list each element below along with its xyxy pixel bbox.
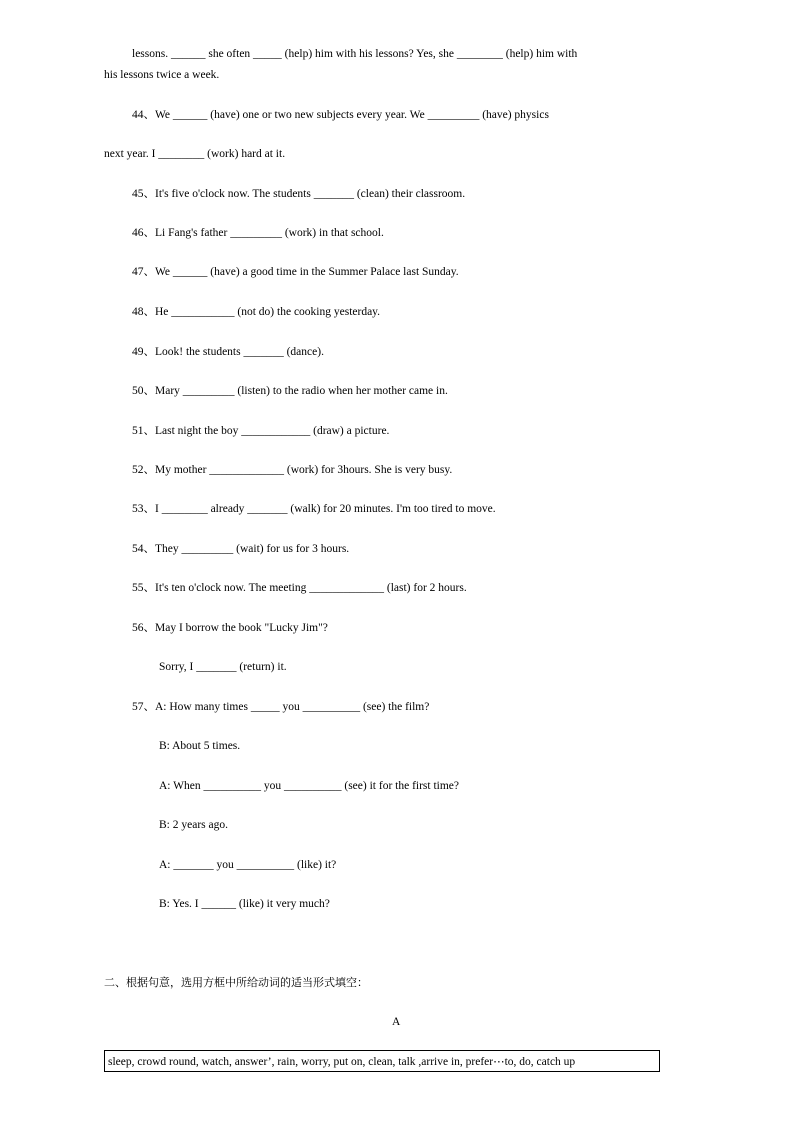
- word-box: [104, 1050, 660, 1072]
- question-51: 51、Last night the boy ____________ (draw) a picture.: [132, 425, 390, 437]
- question-47: 47、We ______ (have) a good time in the Summer Palace last Sunday.: [132, 266, 459, 278]
- question-49: 49、Look! the students _______ (dance).: [132, 346, 324, 358]
- dialogue-line: B: About 5 times.: [159, 740, 241, 752]
- text-line: lessons. ______ she often _____ (help) him with his lessons? Yes, she ________ (help) him with: [132, 48, 578, 60]
- question-50: 50、Mary _________ (listen) to the radio when her mother came in.: [132, 385, 448, 397]
- question-53: 53、I ________ already _______ (walk) for 20 minutes. I'm too tired to move.: [132, 503, 496, 515]
- question-55: 55、It's ten o'clock now. The meeting _____________ (last) for 2 hours.: [132, 582, 467, 594]
- dialogue-line: B: Yes. I ______ (like) it very much?: [159, 898, 330, 910]
- dialogue-line: A: When __________ you __________ (see) it for the first time?: [159, 780, 460, 792]
- question-44-continued: next year. I ________ (work) hard at it.: [104, 148, 286, 160]
- question-56: 56、May I borrow the book "Lucky Jim"?: [132, 622, 328, 634]
- section-subheading: A: [392, 1016, 401, 1028]
- text-line: his lessons twice a week.: [104, 69, 220, 81]
- dialogue-line: A: _______ you __________ (like) it?: [159, 859, 337, 871]
- question-57: 57、A: How many times _____ you __________ (see) the film?: [132, 701, 430, 713]
- question-46: 46、Li Fang's father _________ (work) in that school.: [132, 227, 384, 239]
- question-45: 45、It's five o'clock now. The students _______ (clean) their classroom.: [132, 188, 466, 200]
- question-48: 48、He ___________ (not do) the cooking yesterday.: [132, 306, 381, 318]
- dialogue-line: B: 2 years ago.: [159, 819, 228, 831]
- question-52: 52、My mother _____________ (work) for 3hours. She is very busy.: [132, 464, 453, 476]
- question-56-answer: Sorry, I _______ (return) it.: [159, 661, 287, 673]
- section-heading: 二、根据句意，选用方框中所给动词的适当形式填空：: [104, 976, 368, 989]
- question-44: 44、We ______ (have) one or two new subjects every year. We _________ (have) physics: [132, 109, 549, 121]
- word-box-text: sleep, crowd round, watch, answer’, rain, worry, put on, clean, talk ,arrive in, prefer⋯to, do, catch up: [108, 1056, 576, 1068]
- question-54: 54、They _________ (wait) for us for 3 hours.: [132, 543, 350, 555]
